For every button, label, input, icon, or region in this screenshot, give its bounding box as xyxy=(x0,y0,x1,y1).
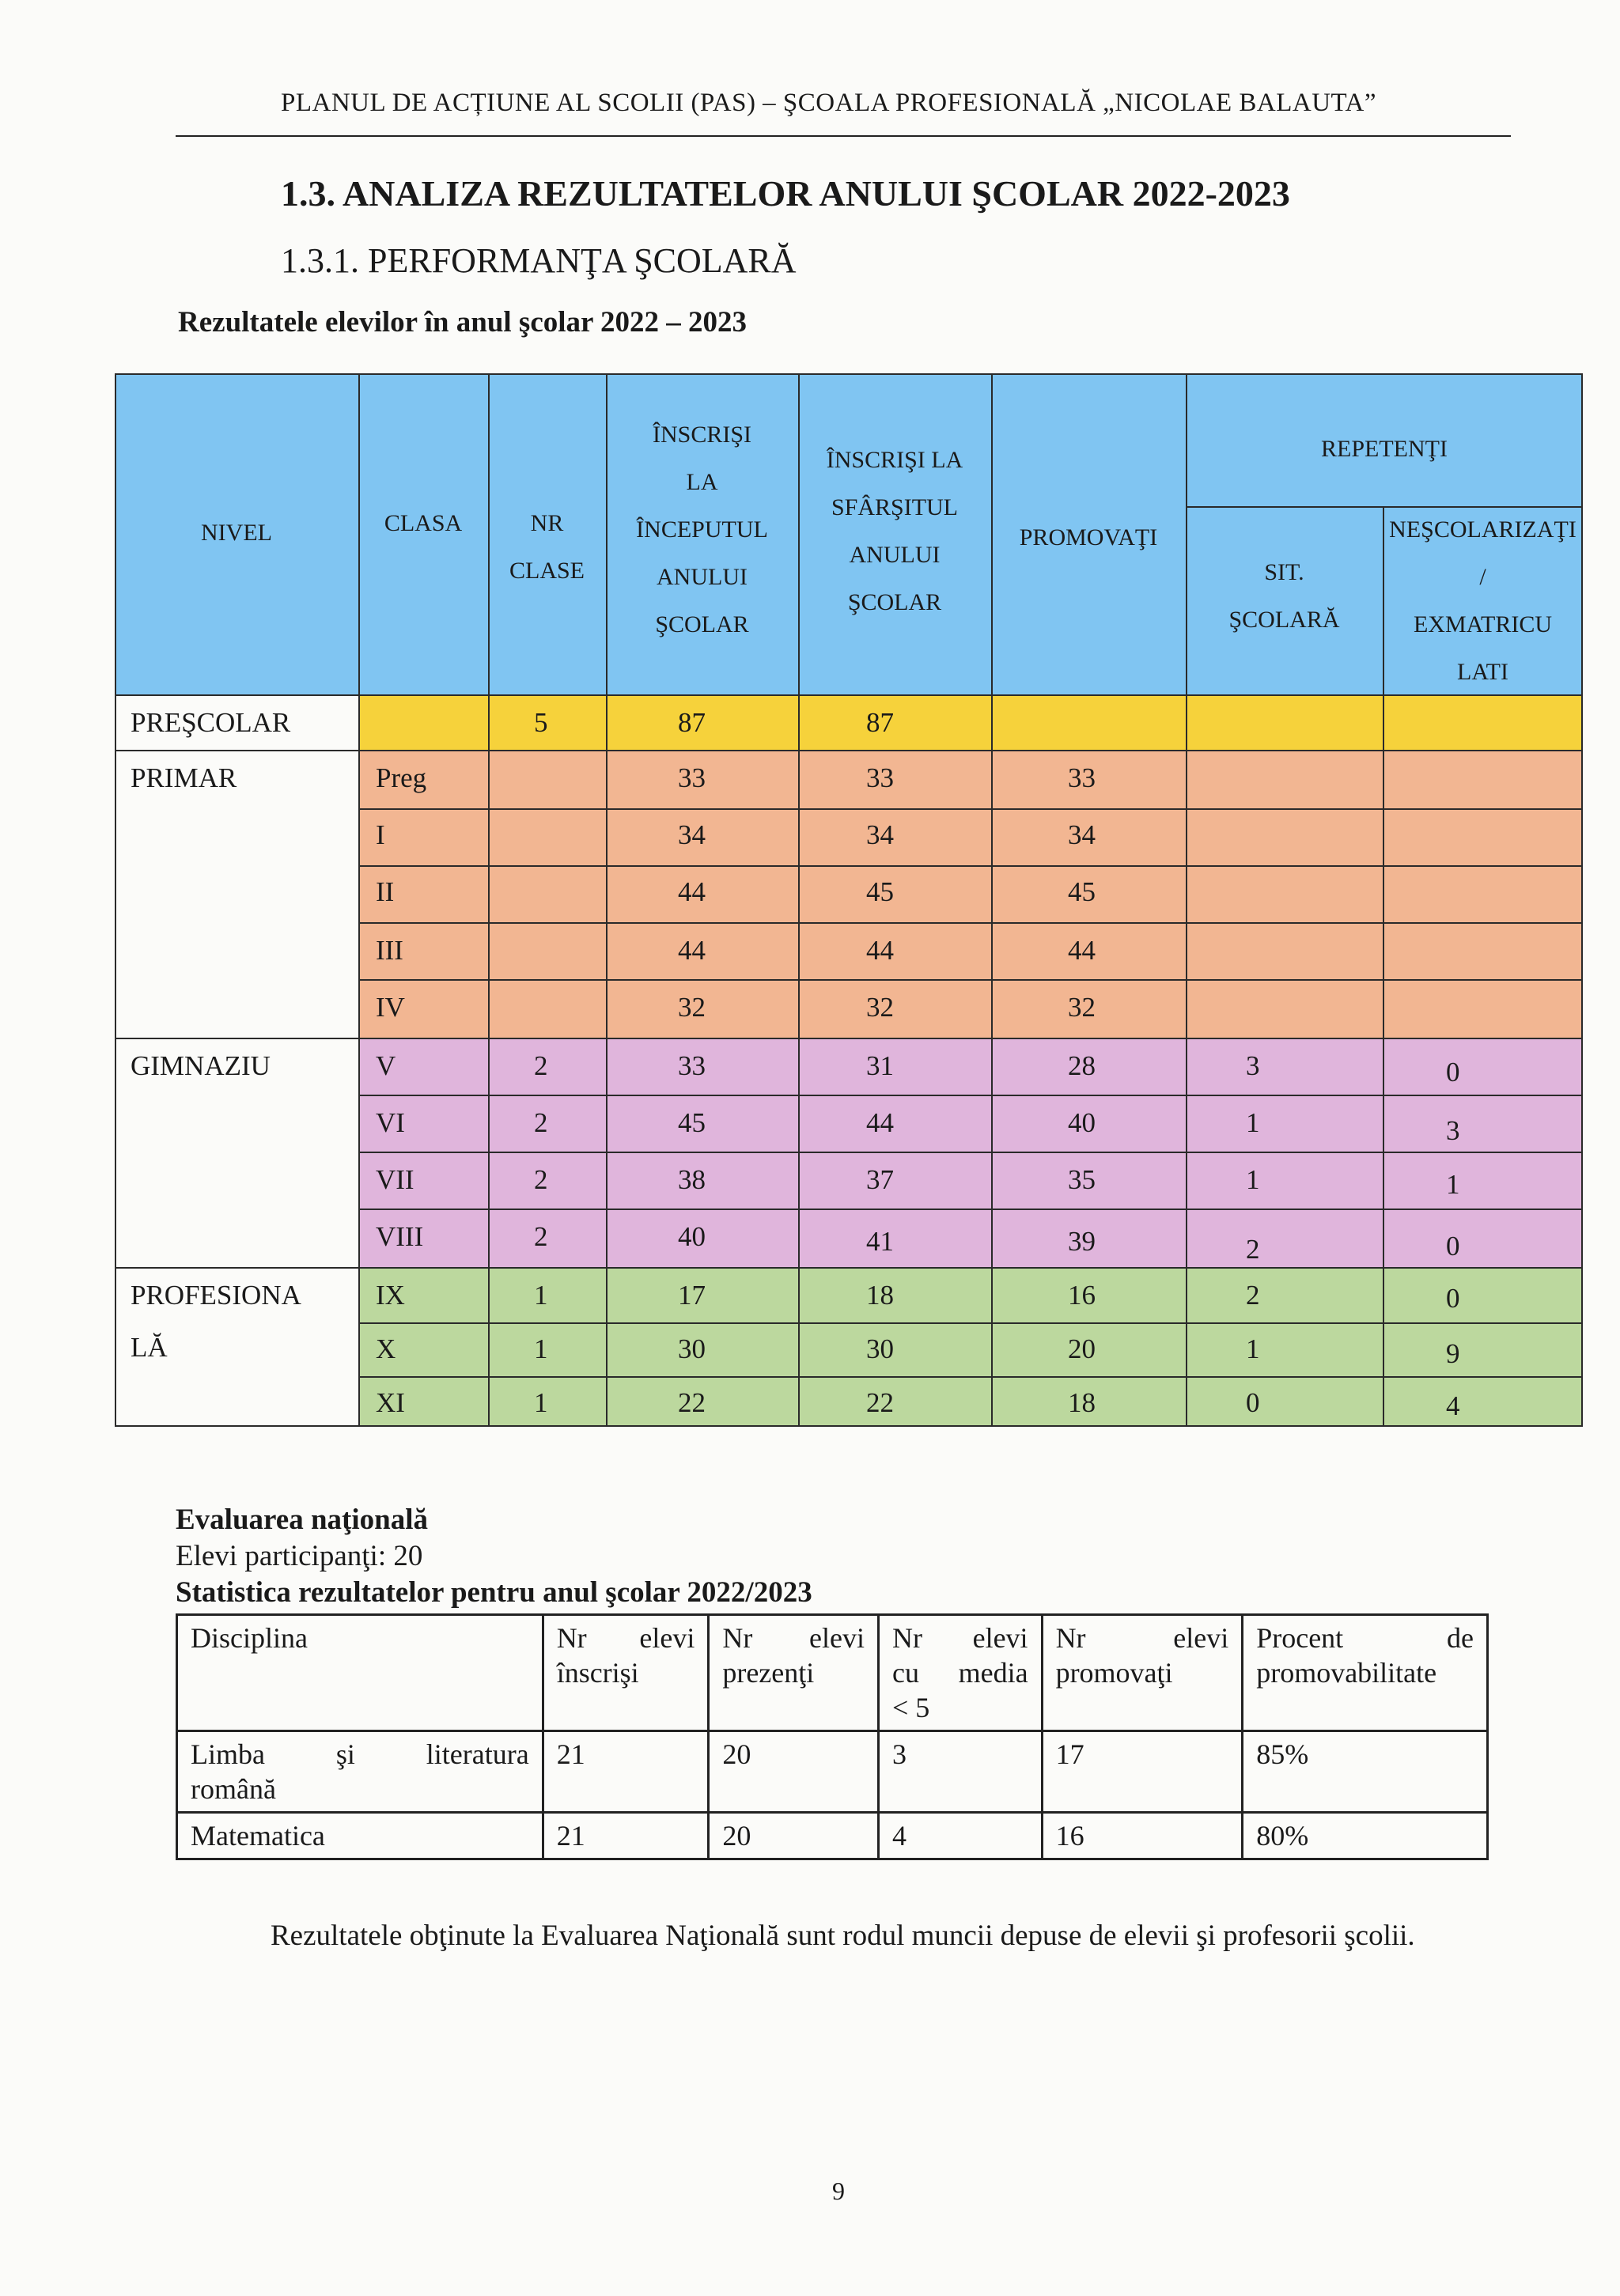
cell-clasa: III xyxy=(376,935,403,966)
row-line xyxy=(358,1376,1583,1378)
header-line xyxy=(1056,1621,1229,1655)
col-procent xyxy=(1243,1615,1488,1731)
cell-clasa: II xyxy=(376,876,395,907)
evaluation-header-row xyxy=(177,1615,1488,1731)
header-promovati: PROMOVAŢI xyxy=(1019,524,1158,550)
cell-sfarsit: 34 xyxy=(866,819,894,850)
header-word: Procent xyxy=(1256,1622,1344,1654)
level-profesional: PROFESIONA xyxy=(131,1280,301,1311)
primar-background xyxy=(358,750,1583,1038)
row-line xyxy=(358,1322,1583,1324)
cell-promovati: 35 xyxy=(1068,1164,1096,1195)
row-line xyxy=(358,1152,1583,1153)
header-bottom-line xyxy=(115,694,1583,696)
cell-promovati: 28 xyxy=(1068,1050,1096,1081)
row-line xyxy=(115,750,1583,751)
row-line xyxy=(358,808,1583,810)
cell-sfarsit: 33 xyxy=(866,762,894,793)
cell-sit: 3 xyxy=(1246,1050,1260,1081)
cell-clasa: IV xyxy=(376,992,405,1023)
evaluation-participants: Elevi participanţi: 20 xyxy=(176,1540,423,1572)
cell-inscrisi: 21 xyxy=(543,1813,709,1859)
header-word: Nr xyxy=(556,1622,587,1654)
col-promovati xyxy=(1042,1615,1243,1731)
cell-sfarsit: 87 xyxy=(866,707,894,738)
cell-sub5: 4 xyxy=(879,1813,1043,1859)
header-inscrisi-inceput xyxy=(606,411,798,649)
evaluation-row xyxy=(177,1813,1488,1859)
cell-clasa: Preg xyxy=(376,762,427,793)
header-word: elevi xyxy=(1173,1622,1229,1654)
cell-clasa: VIII xyxy=(376,1221,424,1252)
header-word: Nr xyxy=(892,1622,922,1654)
cell-sfarsit: 41 xyxy=(866,1226,894,1257)
disciplina-word: literatura xyxy=(426,1738,529,1770)
header-line: NEŞCOLARIZAŢI xyxy=(1389,516,1576,543)
cell-nr: 2 xyxy=(534,1050,548,1081)
cell-clasa: IX xyxy=(376,1280,405,1311)
disciplina-word: Limba xyxy=(191,1738,265,1770)
cell-inceput: 87 xyxy=(678,707,706,738)
cell-nesc: 9 xyxy=(1446,1338,1460,1369)
cell-clasa: X xyxy=(376,1333,396,1364)
evaluation-table xyxy=(176,1613,1489,1860)
cell-inceput: 33 xyxy=(678,1050,706,1081)
header-word: cu xyxy=(892,1657,919,1689)
header-line xyxy=(892,1655,1028,1690)
cell-nr: 1 xyxy=(534,1387,548,1418)
header-line xyxy=(1256,1621,1474,1655)
cell-inceput: 17 xyxy=(678,1280,706,1311)
cell-inceput: 40 xyxy=(678,1221,706,1252)
cell-inscrisi: 21 xyxy=(543,1731,709,1813)
cell-inceput: 45 xyxy=(678,1107,706,1138)
header-line: prezenţi xyxy=(722,1657,815,1689)
cell-inceput: 30 xyxy=(678,1333,706,1364)
header-line: LA xyxy=(686,469,718,495)
header-repetenti: REPETENŢI xyxy=(1321,436,1448,462)
header-line: ÎNSCRIŞI xyxy=(652,422,752,448)
cell-clasa: XI xyxy=(376,1387,405,1418)
col-prezenti xyxy=(709,1615,879,1731)
cell-nesc: 0 xyxy=(1446,1231,1460,1261)
cell-promovati: 39 xyxy=(1068,1226,1096,1257)
header-line xyxy=(892,1621,1028,1655)
cell-nr: 2 xyxy=(534,1107,548,1138)
header-word: elevi xyxy=(809,1622,865,1654)
header-word: media xyxy=(958,1657,1028,1689)
table-caption: Rezultatele elevilor în anul şcolar 2022 – 2023 xyxy=(178,306,748,339)
cell-nesc: 0 xyxy=(1446,1057,1460,1087)
col-inscrisi xyxy=(543,1615,709,1731)
cell-sfarsit: 22 xyxy=(866,1387,894,1418)
row-line xyxy=(358,922,1583,924)
col-line-promovati xyxy=(1186,373,1187,1427)
level-profesional-cont: LĂ xyxy=(131,1332,168,1363)
cell-sit: 2 xyxy=(1246,1234,1260,1265)
header-line: ŞCOLARĂ xyxy=(1228,607,1340,633)
header-nescolarizati xyxy=(1383,506,1583,696)
cell-inceput: 44 xyxy=(678,876,706,907)
subsection-title: 1.3.1. PERFORMANŢA ŞCOLARĂ xyxy=(281,241,797,280)
table-border-top xyxy=(115,373,1583,375)
header-word: elevi xyxy=(639,1622,695,1654)
cell-sfarsit: 37 xyxy=(866,1164,894,1195)
cell-sfarsit: 44 xyxy=(866,1107,894,1138)
header-line: înscrişi xyxy=(556,1657,639,1689)
cell-nr: 2 xyxy=(534,1221,548,1252)
cell-sfarsit: 45 xyxy=(866,876,894,907)
row-line xyxy=(358,865,1583,867)
header-line: / xyxy=(1479,564,1486,590)
cell-prezenti: 20 xyxy=(709,1731,879,1813)
cell-promovati: 32 xyxy=(1068,992,1096,1023)
results-table xyxy=(115,373,1583,1427)
header-line: ANULUI xyxy=(849,542,941,568)
header-nivel: NIVEL xyxy=(201,520,272,546)
cell-nr: 1 xyxy=(534,1333,548,1364)
cell-nr: 2 xyxy=(534,1164,548,1195)
evaluation-title: Evaluarea naţională xyxy=(176,1504,428,1536)
evaluation-row xyxy=(177,1731,1488,1813)
cell-clasa: V xyxy=(376,1050,396,1081)
cell-procent: 85% xyxy=(1243,1731,1488,1813)
cell-sub5: 3 xyxy=(879,1731,1043,1813)
row-line xyxy=(115,1038,1583,1039)
row-line xyxy=(358,1095,1583,1096)
header-word: Nr xyxy=(722,1622,753,1654)
cell-inceput: 34 xyxy=(678,819,706,850)
header-line: ŞCOLAR xyxy=(655,611,749,637)
header-nr-line: NR xyxy=(530,510,564,536)
cell-promovati: 33 xyxy=(1068,762,1096,793)
cell-inceput: 33 xyxy=(678,762,706,793)
cell-sit: 0 xyxy=(1246,1387,1260,1418)
disciplina-line: română xyxy=(191,1773,276,1805)
header-line xyxy=(557,1621,695,1655)
cell-nr: 1 xyxy=(534,1280,548,1311)
cell-sfarsit: 44 xyxy=(866,935,894,966)
section-title: 1.3. ANALIZA REZULTATELOR ANULUI ŞCOLAR 2022-2023 xyxy=(281,173,1290,214)
cell-nesc: 4 xyxy=(1446,1390,1460,1421)
header-rule xyxy=(176,135,1511,137)
page-number: 9 xyxy=(832,2177,845,2205)
disciplina-line xyxy=(191,1737,529,1772)
cell-disciplina: Matematica xyxy=(177,1813,543,1859)
evaluation-stats-title: Statistica rezultatelor pentru anul şcolar 2022/2023 xyxy=(176,1576,812,1609)
header-sit-scolara xyxy=(1186,549,1383,644)
cell-promovati: 34 xyxy=(1068,819,1096,850)
cell-sfarsit: 32 xyxy=(866,992,894,1023)
disciplina-word: şi xyxy=(335,1738,355,1770)
cell-sfarsit: 31 xyxy=(866,1050,894,1081)
cell-promovati: 45 xyxy=(1068,876,1096,907)
header-line: ÎNCEPUTUL xyxy=(636,516,768,543)
cell-nesc: 1 xyxy=(1446,1169,1460,1200)
header-nr-line: CLASE xyxy=(509,558,585,584)
header-line: < 5 xyxy=(892,1692,930,1723)
cell-promovati: 16 xyxy=(1042,1813,1243,1859)
level-prescolar: PREŞCOLAR xyxy=(131,707,291,738)
cell-disciplina xyxy=(177,1731,543,1813)
col-sub5 xyxy=(879,1615,1043,1731)
header-line: ÎNSCRIŞI LA xyxy=(826,447,963,473)
cell-sit: 1 xyxy=(1246,1164,1260,1195)
cell-promovati: 16 xyxy=(1068,1280,1096,1311)
header-inscrisi-sfarsit xyxy=(798,437,991,626)
header-word: Nr xyxy=(1055,1622,1086,1654)
page-header: PLANUL DE ACȚIUNE AL SCOLII (PAS) – ŞCOALA PROFESIONALĂ „NICOLAE BALAUTA” xyxy=(281,89,1377,117)
row-line xyxy=(358,979,1583,981)
cell-prezenti: 20 xyxy=(709,1813,879,1859)
cell-promovati: 20 xyxy=(1068,1333,1096,1364)
cell-sit: 1 xyxy=(1246,1107,1260,1138)
cell-sit: 2 xyxy=(1246,1280,1260,1311)
header-clasa: CLASA xyxy=(384,510,463,536)
level-primar: PRIMAR xyxy=(131,762,237,793)
cell-nesc: 3 xyxy=(1446,1115,1460,1146)
cell-nr: 5 xyxy=(534,707,548,738)
cell-promovati: 18 xyxy=(1068,1387,1096,1418)
header-line: promovaţi xyxy=(1055,1657,1173,1689)
cell-clasa: I xyxy=(376,819,385,850)
header-line: ŞCOLAR xyxy=(847,589,942,615)
row-line xyxy=(115,1267,1583,1269)
cell-inceput: 44 xyxy=(678,935,706,966)
cell-sfarsit: 30 xyxy=(866,1333,894,1364)
cell-inceput: 22 xyxy=(678,1387,706,1418)
cell-promovati: 40 xyxy=(1068,1107,1096,1138)
level-gimnaziu: GIMNAZIU xyxy=(131,1050,271,1081)
conclusion-paragraph: Rezultatele obţinute la Evaluarea Naţională sunt rodul muncii depuse de elevii şi profesorii şcolii. xyxy=(271,1920,1415,1952)
table-border-bottom xyxy=(115,1425,1583,1427)
cell-promovati: 44 xyxy=(1068,935,1096,966)
cell-clasa: VI xyxy=(376,1107,405,1138)
header-line: SFÂRŞITUL xyxy=(831,494,959,520)
header-line: LATI xyxy=(1457,659,1508,685)
cell-sit: 1 xyxy=(1246,1333,1260,1364)
row-line xyxy=(358,1209,1583,1210)
header-line: ANULUI xyxy=(657,564,748,590)
header-text: Disciplina xyxy=(191,1622,308,1654)
header-nr-clase xyxy=(488,500,606,595)
col-disciplina xyxy=(177,1615,543,1731)
header-word: elevi xyxy=(972,1622,1028,1654)
cell-clasa: VII xyxy=(376,1164,414,1195)
header-line: SIT. xyxy=(1264,559,1304,585)
cell-nesc: 0 xyxy=(1446,1283,1460,1314)
header-line: EXMATRICU xyxy=(1413,611,1552,637)
header-word: de xyxy=(1447,1622,1474,1654)
cell-inceput: 32 xyxy=(678,992,706,1023)
cell-procent: 80% xyxy=(1243,1813,1488,1859)
header-line: promovabilitate xyxy=(1256,1657,1437,1689)
header-line xyxy=(722,1621,865,1655)
cell-sfarsit: 18 xyxy=(866,1280,894,1311)
cell-inceput: 38 xyxy=(678,1164,706,1195)
cell-promovati: 17 xyxy=(1042,1731,1243,1813)
